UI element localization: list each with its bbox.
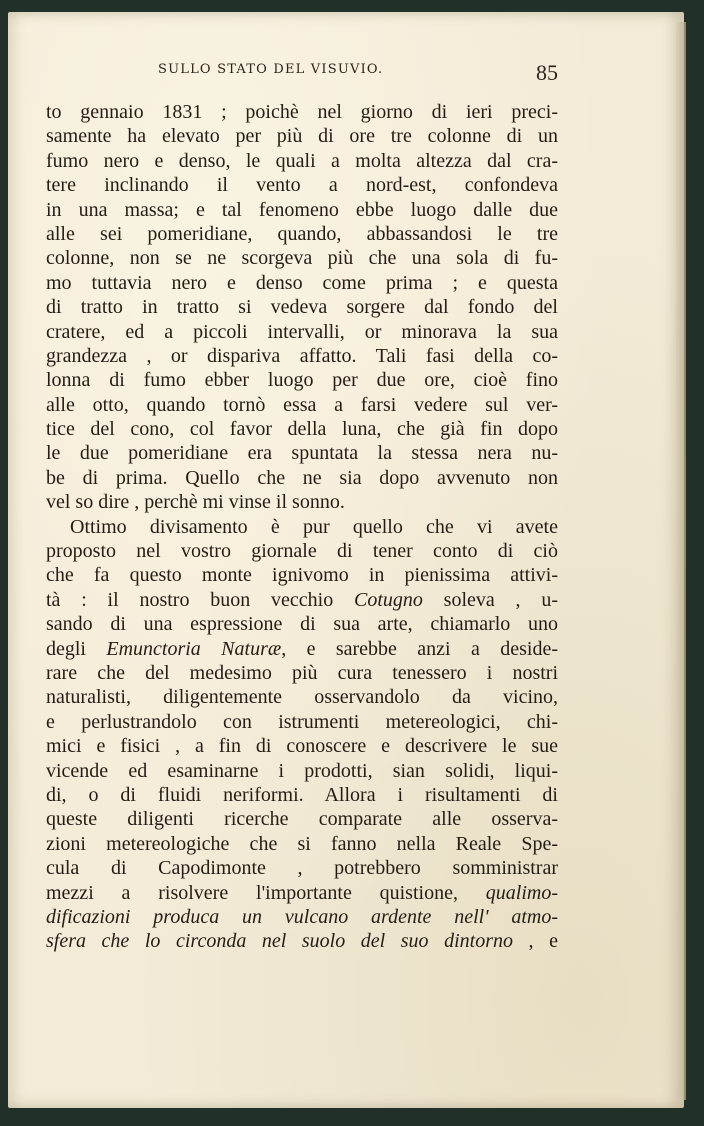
italic-segment: qualimo- <box>485 881 558 904</box>
text-line: mici e fisici , a fin di conoscere e descrivere le sue <box>46 735 558 758</box>
text-line: sando di una espressione di sua arte, chiamarlo uno <box>46 613 558 636</box>
text-line: di tratto in tratto si vedeva sorgere dal fondo del <box>46 296 558 319</box>
text-line: be di prima. Quello che ne sia dopo avvenuto non <box>46 466 558 489</box>
text-line: che fa questo monte ignivomo in pienissima attivi- <box>46 564 558 587</box>
page-number: 85 <box>536 60 558 85</box>
text-line: queste diligenti ricerche comparate alle osserva- <box>46 808 558 831</box>
text-line: tice del cono, col favor della luna, che già fin dopo <box>46 418 558 441</box>
text-line: fumo nero e denso, le quali a molta altezza dal cra- <box>46 149 558 172</box>
text-line <box>46 588 558 612</box>
text-line: samente ha elevato per più di ore tre colonne di un <box>46 125 558 148</box>
text-line: vicende ed esaminarne i prodotti, sian solidi, liqui- <box>46 759 558 782</box>
italic-segment: Emunctoria Naturæ <box>106 637 282 660</box>
text-line: colonne, non se ne scorgeva più che una sola di fu- <box>46 247 558 270</box>
text-line: to gennaio 1831 ; poichè nel giorno di ieri preci- <box>46 101 558 123</box>
page-edge <box>676 22 686 1100</box>
text-segment: degli <box>46 637 107 660</box>
text-line: le due pomeridiane era spuntata la stessa nera nu- <box>46 442 558 465</box>
text-line: mo tuttavia nero e denso come prima ; e questa <box>46 271 558 294</box>
text-line: cratere, ed a piccoli intervalli, or minorava la sua <box>46 320 558 343</box>
text-line: tere inclinando il vento a nord-est, confondeva <box>46 174 558 197</box>
italic-segment: Cotugno <box>353 588 423 611</box>
italic-segment: sfera che lo circonda nel suolo del suo dintorno <box>46 930 513 953</box>
text-line: in una massa; e tal fenomeno ebbe luogo dalle due <box>46 198 558 221</box>
text-line: Ottimo divisamento è pur quello che vi avete <box>70 515 558 538</box>
text-segment: tà : il nostro buon vecchio <box>46 588 354 611</box>
text-line <box>46 905 558 929</box>
text-segment: , e sarebbe anzi a deside- <box>281 637 558 660</box>
text-line: e perlustrandolo con istrumenti metereologici, chi- <box>46 710 558 733</box>
text-segment: mezzi a risolvere l'importante quistione, <box>46 881 486 904</box>
text-line: cula di Capodimonte , potrebbero somministrar <box>46 857 558 880</box>
text-line: alle sei pomeridiane, quando, abbassandosi le tre <box>46 222 558 245</box>
text-line: rare che del medesimo più cura tenessero i nostri <box>46 661 558 684</box>
text-segment: soleva , u- <box>422 588 558 611</box>
body-text <box>46 100 558 954</box>
text-line: alle otto, quando tornò essa a farsi vedere sul ver- <box>46 393 558 416</box>
text-line <box>46 637 558 661</box>
text-line: naturalisti, diligentemente osservandolo da vicino, <box>46 686 558 709</box>
text-line: proposto nel vostro giornale di tener conto di ciò <box>46 540 558 563</box>
text-segment: , e <box>513 930 558 953</box>
text-line: zioni metereologiche che si fanno nella Reale Spe- <box>46 832 558 855</box>
text-line: di, o di fluidi neriformi. Allora i risultamenti di <box>46 783 558 806</box>
text-line: lonna di fumo ebber luogo per due ore, cioè fino <box>46 369 558 392</box>
italic-segment: dificazioni produca un vulcano ardente nell' atmo- <box>46 905 558 928</box>
text-line: grandezza , or dispariva affatto. Tali fasi della co- <box>46 344 558 367</box>
text-line <box>46 929 558 953</box>
text-line: vel so dire , perchè mi vinse il sonno. <box>46 491 345 514</box>
text-line <box>46 881 558 905</box>
running-head: SULLO STATO DEL VISUVIO. <box>158 62 384 77</box>
